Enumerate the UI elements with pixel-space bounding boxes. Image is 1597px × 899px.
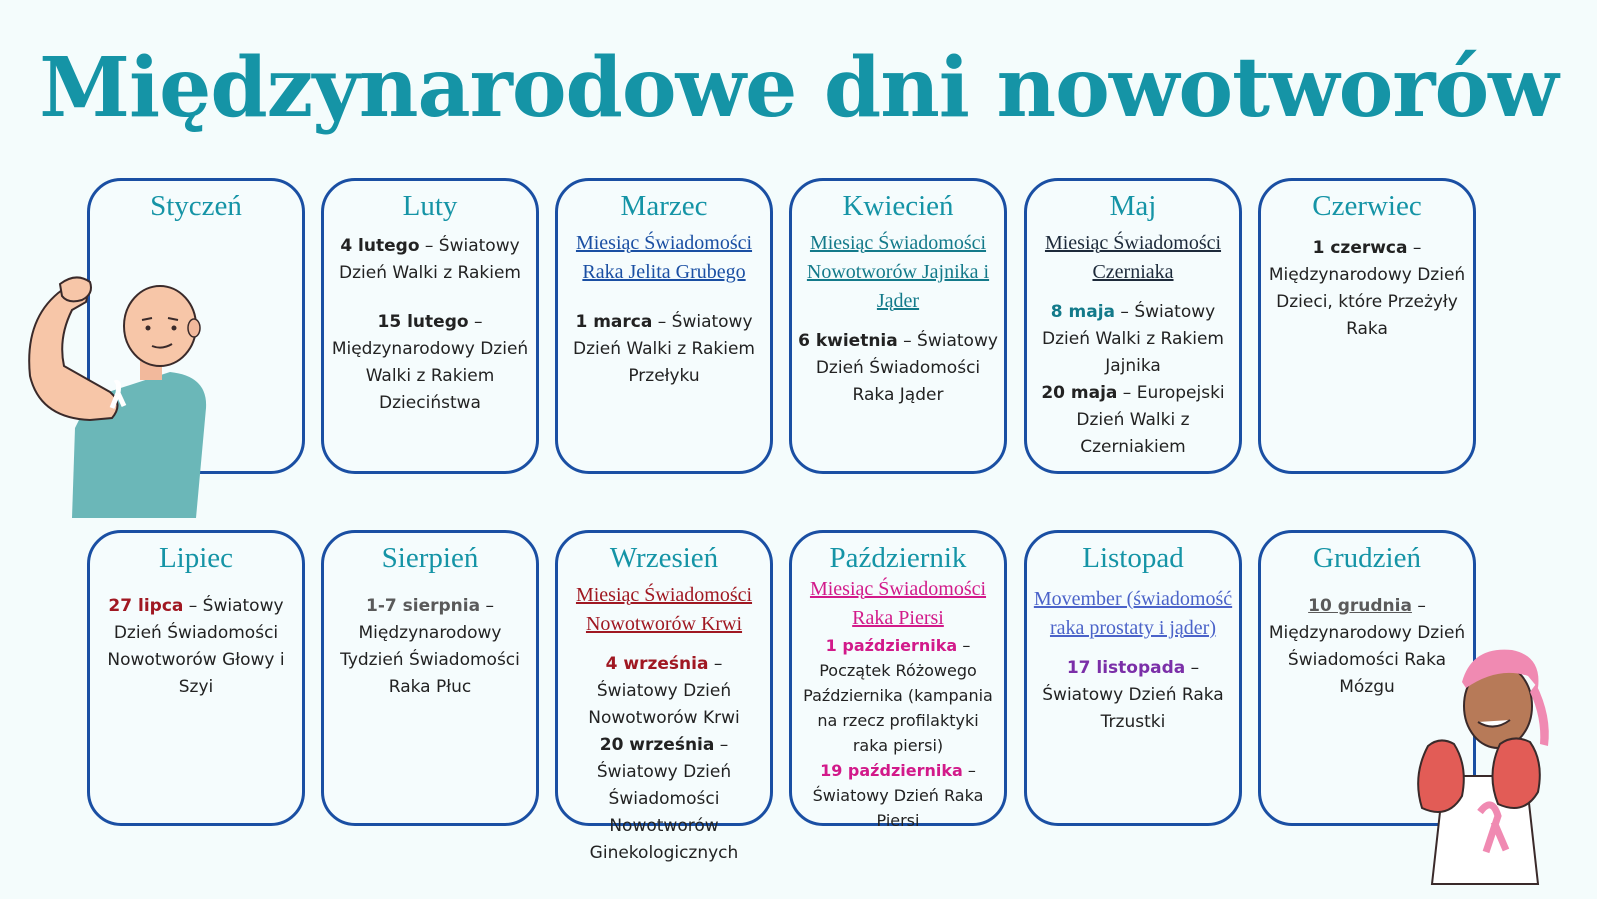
campaign-link[interactable]: Miesiąc Świadomości Nowotworów Jajnika i Jąder: [806, 232, 990, 312]
campaign-link[interactable]: Miesiąc Świadomości Raka Jelita Grubego: [575, 232, 753, 283]
month-name: Marzec: [620, 190, 708, 222]
event-date: 17 listopada: [1066, 658, 1186, 678]
boxing-glove-right-icon: [1492, 738, 1539, 808]
event-text: 1 czerwca – Międzynarodowy Dzień Dzieci, które Przeżyły Raka: [1268, 238, 1466, 339]
event-text: 4 września – Światowy Dzień Nowotworów Krwi: [588, 654, 740, 728]
campaign-link[interactable]: Miesiąc Świadomości Nowotworów Krwi: [575, 584, 753, 635]
event-date: 1-7 sierpnia: [366, 596, 481, 616]
event-text: 1 października – Początek Różowego Października (kampania na rzecz profilaktyki raka piersi): [803, 636, 993, 755]
event-date: 15 lutego: [377, 312, 469, 332]
event-text: 4 lutego – Światowy Dzień Walki z Rakiem: [339, 236, 521, 283]
event-text: 1-7 sierpnia – Międzynarodowy Tydzień Świadomości Raka Płuc: [340, 596, 520, 697]
month-name: Październik: [829, 542, 967, 574]
event-date: 8 maja: [1050, 302, 1116, 322]
month-card-may: [1024, 178, 1242, 474]
month-name: Luty: [402, 190, 458, 222]
head: [124, 286, 196, 366]
event-text: 10 grudnia – Międzynarodowy Dzień Świadomości Raka Mózgu: [1268, 596, 1466, 697]
event-text: 20 maja – Europejski Dzień Walki z Czerniakiem: [1041, 383, 1225, 457]
fist: [60, 277, 91, 301]
month-card-april: [789, 178, 1007, 474]
campaign-link[interactable]: Miesiąc Świadomości Raka Piersi: [809, 578, 987, 629]
boxing-glove-left-icon: [1418, 740, 1464, 812]
month-card-june: [1258, 178, 1476, 474]
month-name: Lipiec: [158, 542, 234, 574]
month-card-august: [321, 530, 539, 826]
event-text: 8 maja – Światowy Dzień Walki z Rakiem Jajnika: [1042, 302, 1224, 376]
event-date: 10 grudnia: [1308, 596, 1412, 616]
event-date: 19 października: [820, 761, 963, 780]
page-title: Międzynarodowe dni nowotworów: [39, 40, 1558, 136]
month-name: Grudzień: [1313, 542, 1421, 574]
month-card-march: [555, 178, 773, 474]
event-text: 6 kwietnia – Światowy Dzień Świadomości Raka Jąder: [798, 331, 998, 405]
event-date: 4 września: [605, 654, 709, 674]
flexing-man-illustration: [20, 268, 220, 520]
event-text: 19 października – Światowy Dzień Raka Piersi: [812, 761, 984, 830]
month-card-july: [87, 530, 305, 826]
month-name: Maj: [1109, 190, 1157, 222]
month-name: Czerwiec: [1312, 190, 1422, 222]
event-date: 20 maja: [1041, 383, 1118, 403]
event-date: 4 lutego: [340, 236, 420, 256]
month-card-october: [789, 530, 1007, 830]
event-text: 27 lipca – Światowy Dzień Świadomości Nowotworów Głowy i Szyi: [107, 596, 285, 697]
boxer-woman-illustration: [1402, 626, 1568, 884]
month-card-september: [555, 530, 773, 863]
event-date: 6 kwietnia: [798, 331, 898, 351]
event-date: 1 czerwca: [1312, 238, 1408, 258]
month-name: Listopad: [1082, 542, 1184, 574]
event-text: 20 września – Światowy Dzień Świadomości Nowotworów Ginekologicznych: [589, 735, 739, 863]
month-name: Wrzesień: [609, 542, 719, 574]
campaign-link[interactable]: Miesiąc Świadomości Czerniaka: [1044, 232, 1222, 283]
event-text: 1 marca – Światowy Dzień Walki z Rakiem Przełyku: [573, 312, 755, 386]
event-text: 17 listopada – Światowy Dzień Raka Trzustki: [1042, 658, 1224, 732]
month-name: Styczeń: [150, 190, 242, 222]
month-name: Kwiecień: [842, 190, 954, 222]
month-card-february: [321, 178, 539, 474]
month-name: Sierpień: [381, 542, 479, 574]
event-text: 15 lutego – Międzynarodowy Dzień Walki z Rakiem Dzieciństwa: [331, 312, 529, 413]
event-date: 1 marca: [575, 312, 653, 332]
month-card-november: [1024, 530, 1242, 826]
event-date: 27 lipca: [108, 596, 184, 616]
campaign-link[interactable]: Movember (świadomość raka prostaty i jąder): [1033, 588, 1233, 639]
event-date: 20 września: [599, 735, 715, 755]
event-date: 1 października: [825, 636, 958, 655]
